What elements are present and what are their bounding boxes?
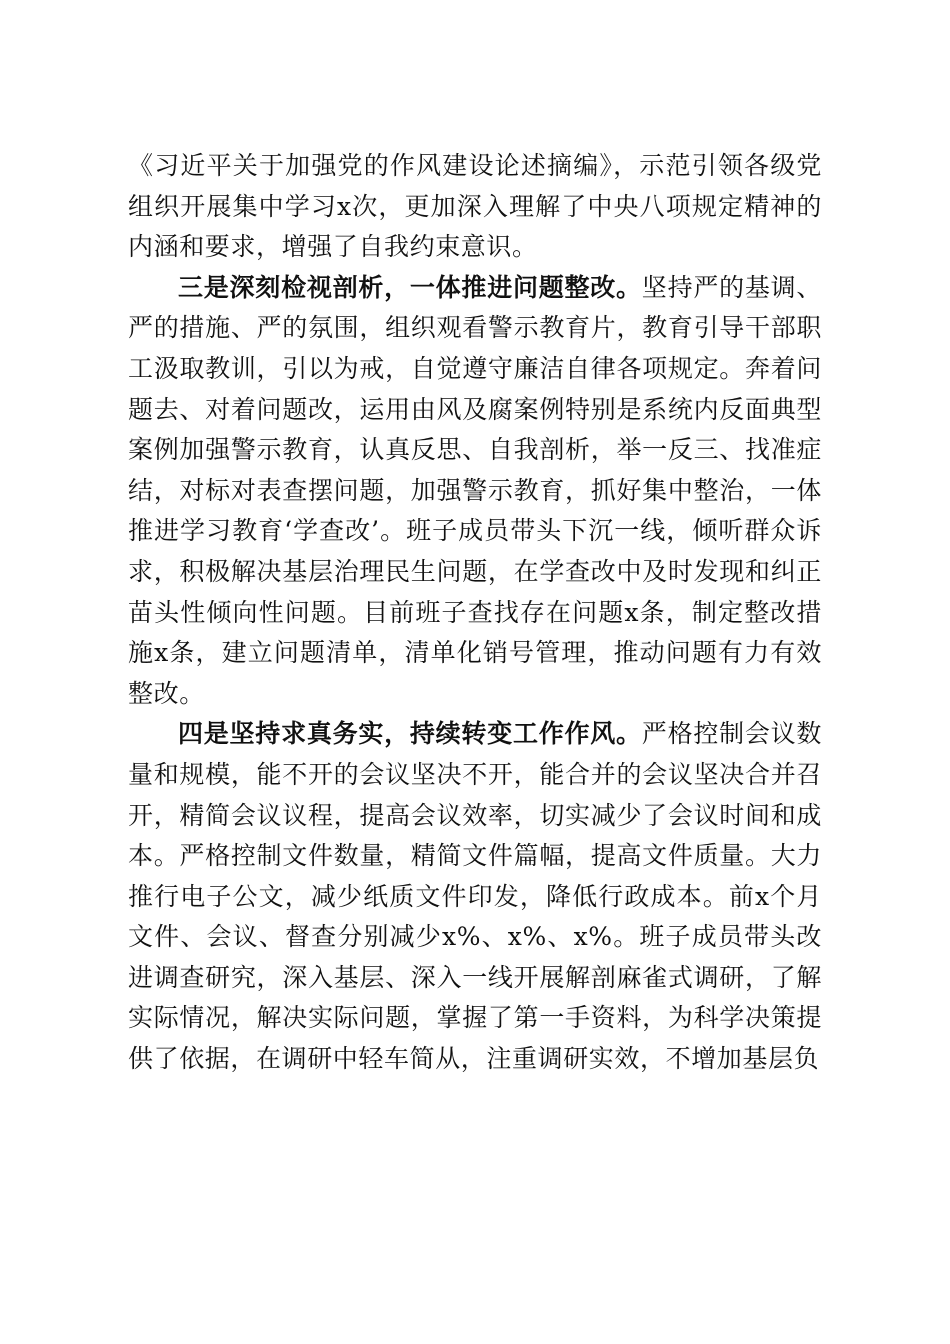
paragraph-point-three — [128, 268, 822, 715]
document-body — [128, 146, 822, 1080]
paragraph-2-heading: 三是深刻检视剖析，一体推进问题整改。 — [178, 272, 642, 302]
paragraph-continuation — [128, 146, 822, 268]
paragraph-3-heading: 四是坚持求真务实，持续转变工作作风。 — [178, 719, 642, 749]
paragraph-point-four — [128, 714, 822, 1079]
paragraph-3-text: 严格控制会议数量和规模，能不开的会议坚决不开，能合并的会议坚决合并召开，精简会议议程，提高会议效率，切实减少了会议时间和成本。严格控制文件数量，精简文件篇幅，提高文件质量。大力推行电子公文，减少纸质文件印发，降低行政成本。前x个月文件、会议、督查分别减少x%、x%、x%。班子成员带头改进调查研究，深入基层、深入一线开展解剖麻雀式调研，了解实际情况，解决实际问题，掌握了第一手资料，为科学决策提供了依据，在调研中轻车简从，注重调研实效，不增加基层负 — [128, 719, 822, 1074]
paragraph-2-text: 坚持严的基调、严的措施、严的氛围，组织观看警示教育片，教育引导干部职工汲取教训，引以为戒，自觉遵守廉洁自律各项规定。奔着问题去、对着问题改，运用由风及腐案例特别是系统内反面典型案例加强警示教育，认真反思、自我剖析，举一反三、找准症结，对标对表查摆问题，加强警示教育，抓好集中整治，一体推进学习教育‘学查改’。班子成员带头下沉一线，倾听群众诉求，积极解决基层治理民生问题，在学查改中及时发现和纠正苗头性倾向性问题。目前班子查找存在问题x条，制定整改措施x条，建立问题清单，清单化销号管理，推动问题有力有效整改。 — [128, 272, 822, 708]
paragraph-1-text: 《习近平关于加强党的作风建设论述摘编》，示范引领各级党组织开展集中学习x次，更加深入理解了中央八项规定精神的内涵和要求，增强了自我约束意识。 — [128, 151, 822, 262]
